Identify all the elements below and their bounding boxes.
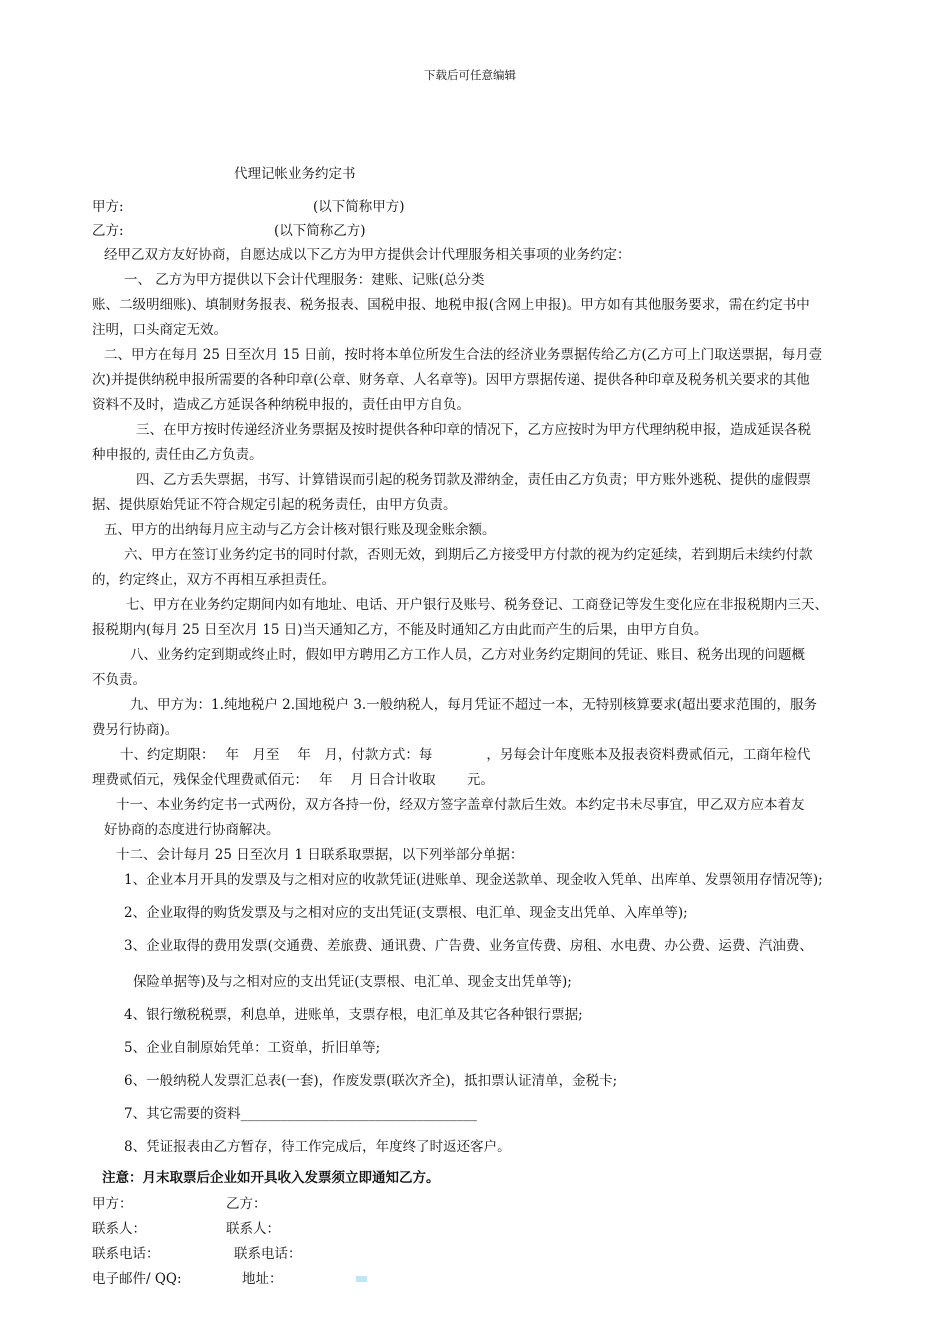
clause-8-line-1: 八、业务约定到期或终止时，假如甲方聘用乙方工作人员，乙方对业务约定期间的凭证、账目、税务出现的问题概 <box>130 647 805 663</box>
party-a-label: 甲方: <box>92 199 124 215</box>
clause-1-line-1: 一、 乙方为甲方提供以下会计代理服务：建账、记账(总分类 <box>124 272 485 288</box>
signature-party-a: 甲方： <box>92 1196 133 1212</box>
clause-2-line-3: 资料不及时，造成乙方延误各种纳税申报的，责任由甲方自负。 <box>92 397 470 413</box>
clause-2-line-2: 次)并提供纳税申报所需要的各种印章(公章、财务章、人名章等)。因甲方票据传递、提供各种印章及税务机关要求的其他 <box>92 372 810 388</box>
highlight-mark <box>356 1276 367 1282</box>
list-item-3-line-1: 3、企业取得的费用发票(交通费、差旅费、通讯费、广告费、业务宣传费、房租、水电费、办公费、运费、汽油费、 <box>124 938 813 954</box>
clause-5-line-1: 五、甲方的出纳每月应主动与乙方会计核对银行账及现金账余额。 <box>104 522 496 538</box>
clause-10-line-1: 十、约定期限： 年 月至 年 月，付款方式：每 ，另每会计年度账本及报表资料费贰佰元，工商年检代 <box>120 747 811 763</box>
notice-text: 注意：月末取票后企业如开具收入发票须立即通知乙方。 <box>102 1170 440 1186</box>
clause-7-line-1: 七、甲方在业务约定期间内如有地址、电话、开户银行及账号、税务登记、工商登记等发生变化应在非报税期内三天、 <box>126 597 828 613</box>
list-item-7: 7、其它需要的资料___________________________________ <box>124 1106 477 1122</box>
list-item-4: 4、银行缴税税票，利息单，进账单，支票存根，电汇单及其它各种银行票据; <box>124 1007 583 1023</box>
clause-2-line-1: 二、甲方在每月 25 日至次月 15 日前，按时将本单位所发生合法的经济业务票据传给乙方(乙方可上门取送票据，每月壹 <box>104 347 823 363</box>
intro-paragraph: 经甲乙双方友好协商，自愿达成以下乙方为甲方提供会计代理服务相关事项的业务约定： <box>104 247 631 263</box>
signature-party-b: 乙方： <box>226 1196 267 1212</box>
clause-3-line-1: 三、在甲方按时传递经济业务票据及按时提供各种印章的情况下，乙方应按时为甲方代理纳税申报，造成延误各税 <box>136 422 811 438</box>
clause-3-line-2: 种申报的, 责任由乙方负责。 <box>92 447 263 463</box>
header-note: 下载后可任意编辑 <box>424 68 516 82</box>
list-item-8: 8、凭证报表由乙方暂存，待工作完成后，年度终了时返还客户。 <box>124 1139 511 1155</box>
clause-9-line-2: 费另行协商)。 <box>92 722 179 738</box>
clause-7-line-2: 报税期内(每月 25 日至次月 15 日)当天通知乙方，不能及时通知乙方由此而产生的后果，由甲方自负。 <box>92 622 708 638</box>
clause-12-line-1: 十二、会计每月 25 日至次月 1 日联系取票据，以下列举部分单据： <box>116 847 524 863</box>
list-item-5: 5、企业自制原始凭单：工资单，折旧单等; <box>124 1040 381 1056</box>
clause-8-line-2: 不负责。 <box>92 672 146 688</box>
party-b-note: (以下简称乙方) <box>274 223 366 239</box>
clause-6-line-2: 的，约定终止，双方不再相互承担责任。 <box>92 572 335 588</box>
signature-contact-b: 联系人： <box>226 1221 280 1237</box>
clause-11-line-2: 好协商的态度进行协商解决。 <box>104 822 280 838</box>
clause-4-line-1: 四、乙方丢失票据，书写、计算错误而引起的税务罚款及滞纳金，责任由乙方负责；甲方账外逃税、提供的虚假票 <box>136 472 811 488</box>
clause-1-line-3: 注明，口头商定无效。 <box>92 322 227 338</box>
list-item-2: 2、企业取得的购货发票及与之相对应的支出凭证(支票根、电汇单、现金支出凭单、入库单等); <box>124 905 688 921</box>
clause-11-line-1: 十一、本业务约定书一式两份，双方各持一份，经双方签字盖章付款后生效。本约定书未尽事宜，甲乙双方应本着友 <box>116 797 805 813</box>
clause-10-line-2: 理费贰佰元，残保金代理费贰佰元： 年 月 日合计收取 元。 <box>92 772 494 788</box>
list-item-3-line-2: 保险单据等)及与之相对应的支出凭证(支票根、电汇单、现金支出凭单等); <box>133 974 572 990</box>
clause-9-line-1: 九、甲方为：1.纯地税户 2.国地税户 3.一般纳税人，每月凭证不超过一本，无特别核算要求(超出要求范围的，服务 <box>130 697 817 713</box>
party-b-label: 乙方: <box>92 223 124 239</box>
signature-phone-a: 联系电话： <box>92 1246 160 1262</box>
signature-contact-a: 联系人： <box>92 1221 146 1237</box>
document-title: 代理记帐业务约定书 <box>234 166 356 182</box>
signature-phone-b: 联系电话： <box>234 1246 302 1262</box>
clause-1-line-2: 账、二级明细账)、填制财务报表、税务报表、国税申报、地税申报(含网上申报)。甲方如有其他服务要求，需在约定书中 <box>92 297 810 313</box>
list-item-1: 1、企业本月开具的发票及与之相对应的收款凭证(进账单、现金送款单、现金收入凭单、出库单、发票领用存情况等); <box>124 872 823 888</box>
list-item-6: 6、一般纳税人发票汇总表(一套)，作废发票(联次齐全)，抵扣票认证清单，金税卡; <box>124 1073 618 1089</box>
signature-email-a: 电子邮件/ QQ: <box>92 1271 182 1287</box>
party-a-note: (以下简称甲方) <box>313 199 405 215</box>
clause-4-line-2: 据、提供原始凭证不符合规定引起的税务责任，由甲方负责。 <box>92 497 457 513</box>
signature-address-b: 地址： <box>242 1271 283 1287</box>
clause-6-line-1: 六、甲方在签订业务约定书的同时付款，否则无效，到期后乙方接受甲方付款的视为约定延续，若到期后未续约付款 <box>124 547 813 563</box>
